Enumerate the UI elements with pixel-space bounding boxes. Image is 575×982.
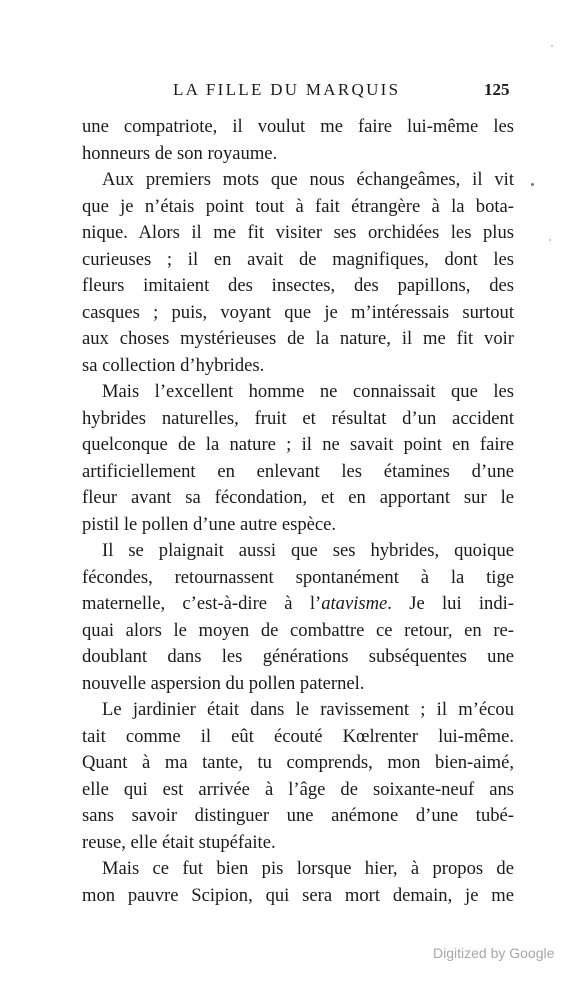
paper-speck	[531, 183, 534, 186]
page-number: 125	[484, 80, 510, 99]
text-line: que je n’étais point tout à fait étrangère à la bota-	[82, 195, 514, 217]
body-text	[82, 114, 514, 909]
text-line: sans savoir distinguer une anémone d’une tubé-	[82, 805, 514, 826]
text-line: doublant dans les générations subséquentes une	[82, 646, 514, 667]
text-line: nique. Alors il me fit visiter ses orchidées les plus	[82, 222, 514, 243]
text-line: curieuses ; il en avait de magnifiques, dont les	[82, 248, 514, 270]
text-line: elle qui est arrivée à l’âge de soixante-neuf ans	[82, 778, 514, 800]
text-line: Aux premiers mots que nous échangeâmes, il vit	[102, 169, 514, 190]
text-line: sa collection d’hybrides.	[82, 354, 265, 376]
paper-speck	[551, 45, 553, 47]
text-line: nouvelle aspersion du pollen paternel.	[82, 672, 365, 694]
text-line: Quant à ma tante, tu comprends, mon bien-aimé,	[82, 752, 514, 773]
text-line: fleur avant sa fécondation, et en apportant sur le	[82, 487, 514, 508]
text-line: casques ; puis, voyant que je m’intéressais surtout	[82, 301, 514, 323]
text-line: tait comme il eût écouté Kœlrenter lui-même.	[82, 725, 514, 747]
running-header	[0, 80, 575, 104]
text-line: quai alors le moyen de combattre ce retour, en re-	[82, 619, 514, 641]
text-line: Il se plaignait aussi que ses hybrides, quoique	[102, 540, 514, 561]
text-line: hybrides naturelles, fruit et résultat d’un accident	[82, 407, 514, 429]
text-line: Mais ce fut bien pis lorsque hier, à propos de	[102, 858, 514, 879]
paper-speck	[549, 239, 551, 241]
text-line: fécondes, retournassent spontanément à la tige	[82, 566, 514, 588]
text-line: maternelle, c’est-à-dire à l’atavisme. Je lui indi-	[82, 593, 514, 614]
text-line: Mais l’excellent homme ne connaissait que les	[102, 381, 514, 402]
text-line: fleurs imitaient des insectes, des papillons, des	[82, 275, 514, 296]
text-line: pistil le pollen d’une autre espèce.	[82, 513, 337, 535]
text-line: quelconque de la nature ; il ne savait point en faire	[82, 434, 514, 455]
running-title: LA FILLE DU MARQUIS	[173, 80, 401, 99]
emphasis: atavisme	[321, 593, 388, 614]
text-line: reuse, elle était stupéfaite.	[82, 831, 276, 853]
text-line: mon pauvre Scipion, qui sera mort demain, je me	[82, 884, 514, 906]
text-line: Le jardinier était dans le ravissement ; il m’écou	[102, 699, 514, 720]
digitized-watermark: Digitized by Google	[433, 945, 555, 961]
text-line: aux choses mystérieuses de la nature, il me fit voir	[82, 328, 514, 349]
text-line: une compatriote, il voulut me faire lui-même les	[82, 116, 514, 137]
text-line: honneurs de son royaume.	[82, 142, 278, 164]
text-line: artificiellement en enlevant les étamines d’une	[82, 460, 514, 482]
